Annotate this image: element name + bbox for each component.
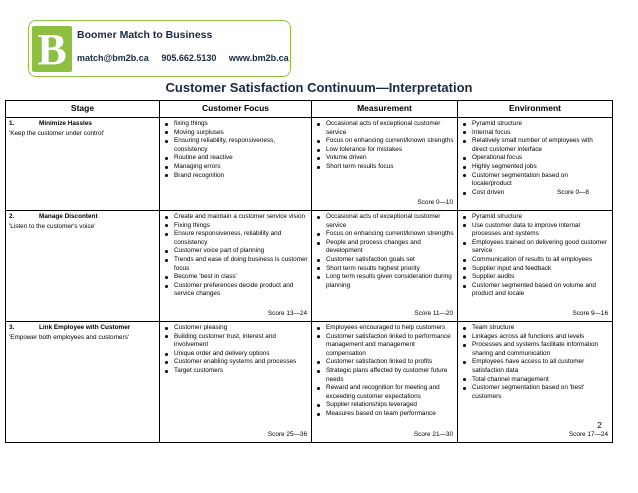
list-item: Customer segmentation based on locale/product	[461, 172, 609, 189]
list-item: Supplier audits	[461, 273, 609, 282]
list-item: Supplier relationships leveraged	[315, 401, 454, 410]
list-item: Customer satisfaction linked to profits	[315, 358, 454, 367]
measurement-cell	[312, 118, 458, 211]
score-label: Score 0—8	[557, 188, 589, 196]
list-item: Managing errors	[163, 163, 308, 172]
list-item: Low tolerance for mistakes	[315, 146, 454, 155]
stage-number: 3.	[9, 324, 15, 331]
list-item: Focus on enhancing current/known strengths	[315, 137, 454, 146]
list-item: Customer pleasing	[163, 324, 308, 333]
score-label: Score 21—30	[413, 431, 453, 439]
logo-letter: B	[37, 26, 67, 72]
page-number: 2	[597, 420, 602, 430]
list-item: Processes and systems facilitate information sharing and communication	[461, 341, 609, 358]
stage-number: 1.	[9, 120, 15, 127]
stage-cell	[6, 211, 160, 322]
measurement-cell	[312, 322, 458, 443]
focus-cell	[160, 211, 312, 322]
list-item: Operational focus	[461, 154, 609, 163]
column-header-stage: Stage	[6, 101, 160, 118]
stage-description: 'Empower both employees and customers'	[9, 333, 130, 341]
score-label: Score 11—20	[414, 310, 453, 318]
stage-name: Minimize Hassles	[39, 120, 92, 127]
list-item: Relatively small number of employees with direct customer interface	[461, 137, 609, 154]
bm2b-logo	[32, 26, 72, 72]
contact-line	[77, 53, 299, 63]
list-item: Focus on enhancing current/known strengths	[315, 230, 454, 239]
list-item: Total channel management	[461, 376, 609, 385]
list-item	[461, 189, 609, 198]
list-item: Create and maintain a customer service vision	[163, 213, 308, 222]
environment-cell	[458, 118, 613, 211]
list-item: Pyramid structure	[461, 120, 609, 129]
column-header-environment: Environment	[458, 101, 613, 118]
stage-cell	[6, 322, 160, 443]
list-item: Moving surpluses	[163, 129, 308, 138]
environment-cell	[458, 211, 613, 322]
list-item: Short term results focus	[315, 163, 454, 172]
list-item: Supplier input and feedback	[461, 265, 609, 274]
list-item: Customer segmented based on volume and product and locale	[461, 282, 609, 299]
list-item: Highly segmented jobs	[461, 163, 609, 172]
list-item: Customer segmentation based on 'best' customers	[461, 384, 609, 401]
list-item: Occasional acts of exceptional customer service	[315, 120, 454, 137]
list-item: Building customer trust, interest and involvement	[163, 333, 308, 350]
list-item: Routine and reactive	[163, 154, 308, 163]
table-row	[6, 322, 613, 443]
list-item: Customer satisfaction goals set	[315, 256, 454, 265]
column-header-focus: Customer Focus	[160, 101, 312, 118]
stage-name: Link Employee with Customer	[39, 324, 131, 331]
list-item: Become 'best in class'	[163, 273, 308, 282]
continuum-table	[5, 100, 613, 443]
list-item: Short term results highest priority	[315, 265, 454, 274]
score-label: Score 25—36	[267, 431, 307, 439]
list-item-text: Cost driven	[472, 188, 505, 196]
list-item: Employees have access to all customer satisfaction data	[461, 358, 609, 375]
list-item: Ensure responsiveness, reliability and consistency	[163, 230, 308, 247]
focus-cell	[160, 118, 312, 211]
table-row	[6, 118, 613, 211]
list-item: Unique order and delivery options	[163, 350, 308, 359]
score-label: Score 17—24	[568, 431, 608, 439]
list-item: Communication of results to all employees	[461, 256, 609, 265]
list-item: Customer satisfaction linked to performance management and management compensation	[315, 333, 454, 359]
list-item: Customer enabling systems and processes	[163, 358, 308, 367]
list-item: fixing things	[163, 120, 308, 129]
stage-number: 2.	[9, 213, 15, 220]
list-item: Brand recognition	[163, 172, 308, 181]
list-item: Volume driven	[315, 154, 454, 163]
list-item: Customer preferences decide product and service changes	[163, 282, 308, 299]
company-name: Boomer Match to Business	[77, 29, 213, 41]
list-item: Long term results given consideration during planning	[315, 273, 454, 290]
environment-cell	[458, 322, 613, 443]
contact-website[interactable]: www.bm2b.ca	[228, 53, 289, 63]
table-header-row	[6, 101, 613, 118]
measurement-cell	[312, 211, 458, 322]
list-item: Use customer data to improve internal processes and systems	[461, 222, 609, 239]
score-label: Score 9—16	[572, 310, 608, 318]
list-item: Target customers	[163, 367, 308, 376]
list-item: Internal focus	[461, 129, 609, 138]
column-header-measurement: Measurement	[312, 101, 458, 118]
focus-cell	[160, 322, 312, 443]
list-item: Employees encouraged to help customers	[315, 324, 454, 333]
list-item: Pyramid structure	[461, 213, 609, 222]
contact-email[interactable]: match@bm2b.ca	[77, 53, 149, 63]
list-item: Ensuring reliability, responsiveness, consistency	[163, 137, 308, 154]
score-label: Score 13—24	[267, 310, 307, 318]
stage-description: 'Listen to the customer's voice'	[9, 222, 96, 230]
score-label: Score 0—10	[417, 199, 453, 207]
list-item: People and process changes and development	[315, 239, 454, 256]
letterhead	[28, 20, 291, 77]
page-title: Customer Satisfaction Continuum—Interpretation	[165, 80, 473, 95]
list-item: Trends and ease of doing business is customer focus	[163, 256, 308, 273]
list-item: Measures based on team performance	[315, 410, 454, 419]
list-item: Employees trained on delivering good customer service	[461, 239, 609, 256]
stage-name: Manage Discontent	[39, 213, 98, 220]
stage-description: 'Keep the customer under control'	[9, 129, 105, 137]
stage-cell	[6, 118, 160, 211]
list-item: Occasional acts of exceptional customer service	[315, 213, 454, 230]
list-item: Customer voice part of planning	[163, 247, 308, 256]
list-item: Linkages across all functions and levels	[461, 333, 609, 342]
list-item: Reward and recognition for meeting and exceeding customer expectations	[315, 384, 454, 401]
table-row	[6, 211, 613, 322]
list-item: Strategic plans affected by customer future needs	[315, 367, 454, 384]
list-item: Fixing things	[163, 222, 308, 231]
contact-phone: 905.662.5130	[161, 53, 217, 63]
list-item: Team structure	[461, 324, 609, 333]
